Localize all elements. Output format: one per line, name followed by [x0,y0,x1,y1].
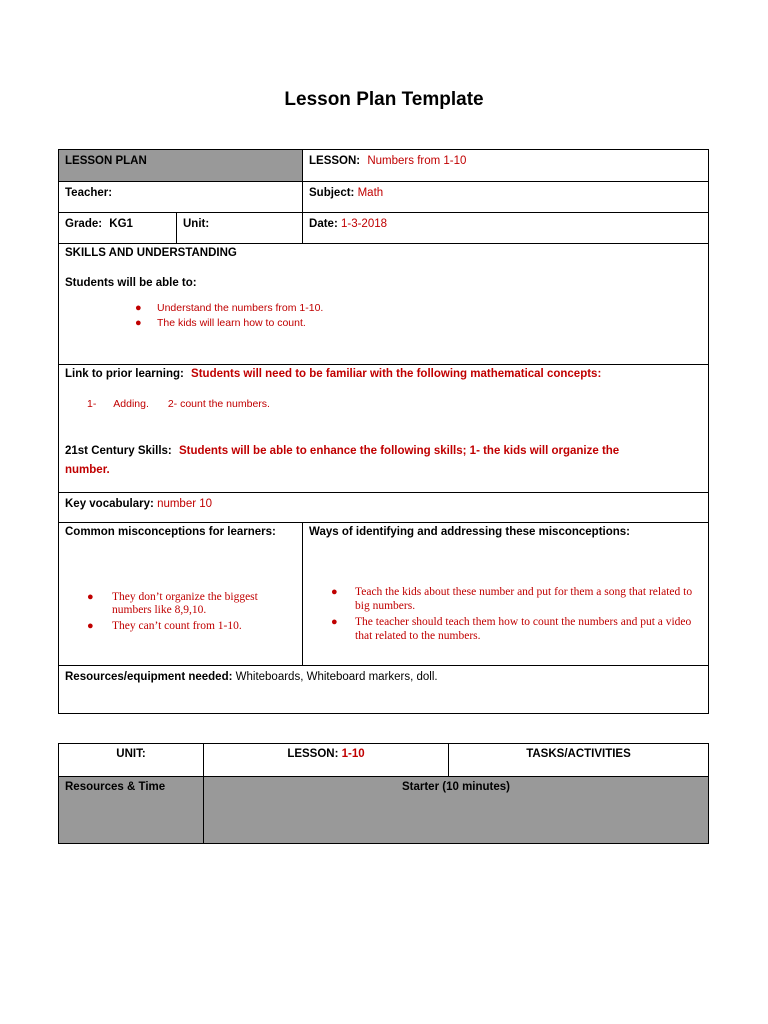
unit-label: Unit: [183,218,210,230]
teacher-label: Teacher: [65,187,113,199]
subject-cell [303,182,709,213]
misconception-text: They don’t organize the biggest numbers like 8,9,10. [112,591,258,616]
prior-item: 1- [87,398,97,410]
lesson-plan-label: LESSON PLAN [65,155,147,167]
ways-list [331,585,701,643]
bullet-icon: ● [331,616,338,628]
skills-cell [59,244,709,365]
lesson-header-cell [204,744,449,777]
century-value: Students will be able to enhance the following skills; 1- the kids will organize the number. [65,445,620,476]
misconception-text: They can’t count from 1-10. [112,620,242,632]
list-item [135,317,323,332]
unit-cell [177,213,303,244]
bullet-icon: ● [87,591,94,603]
resources-label: Resources/equipment needed: [65,671,233,683]
prior-learning-cell [59,365,709,493]
vocabulary-cell [59,493,709,523]
misconceptions-label: Common misconceptions for learners: [65,526,276,538]
grade-value: KG1 [109,218,133,230]
bullet-icon: ● [135,302,142,314]
vocab-label: Key vocabulary: [65,498,154,510]
lesson-label: LESSON: [309,155,361,167]
lesson-cell [303,150,709,182]
resources-value: Whiteboards, Whiteboard markers, doll. [235,671,438,683]
date-label: Date: [309,218,338,230]
lesson-header-value: 1-10 [341,748,365,760]
lesson-plan-table [58,149,709,714]
prior-line [65,368,601,380]
starter-cell [204,777,709,844]
ways-cell [303,523,709,666]
bullet-icon: ● [87,620,94,632]
way-text: Teach the kids about these number and put for them a song that related to big numbers. [355,586,693,612]
resources-time-label: Resources & Time [65,781,166,793]
objective-text: Understand the numbers from 1-10. [157,302,324,314]
prior-item: Adding. [113,398,149,410]
lesson-plan-label-cell [59,150,303,182]
unit-header: UNIT: [116,748,146,760]
teacher-cell [59,182,303,213]
bullet-icon: ● [331,586,338,598]
prior-items [87,398,270,410]
century-line [65,442,665,480]
prior-item: 2- count the numbers. [167,398,270,410]
unit-header-cell [59,744,204,777]
skills-heading: SKILLS AND UNDERSTANDING [65,247,237,259]
activities-table [58,743,709,844]
subject-label: Subject: [309,187,355,199]
tasks-header: TASKS/ACTIVITIES [526,748,631,760]
objective-text: The kids will learn how to count. [157,317,306,329]
prior-label: Link to prior learning: [65,368,184,380]
tasks-header-cell [449,744,709,777]
list-item [331,615,701,643]
list-item [87,591,287,617]
objectives-list [135,302,323,332]
vocab-value: number 10 [157,498,213,510]
prior-value: Students will need to be familiar with the following mathematical concepts: [191,368,602,380]
page-title: Lesson Plan Template [284,89,484,110]
list-item [135,302,323,317]
century-label: 21st Century Skills: [65,445,172,457]
lesson-value: Numbers from 1-10 [367,155,467,167]
lesson-header-label: LESSON: [287,748,339,760]
list-item [331,585,701,613]
resources-time-cell [59,777,204,844]
way-text: The teacher should teach them how to count the numbers and put a video that related to the numbers. [355,616,692,642]
subject-value: Math [357,187,384,199]
ways-label: Ways of identifying and addressing these misconceptions: [309,526,631,538]
grade-label: Grade: [65,218,103,230]
students-able-label: Students will be able to: [65,277,197,289]
date-cell [303,213,709,244]
misconceptions-cell [59,523,303,666]
resources-cell [59,666,709,714]
bullet-icon: ● [135,317,142,329]
misconceptions-list [87,591,287,633]
grade-cell [59,213,177,244]
list-item [87,620,287,633]
date-value: 1-3-2018 [340,218,388,230]
starter-label: Starter (10 minutes) [401,781,510,793]
